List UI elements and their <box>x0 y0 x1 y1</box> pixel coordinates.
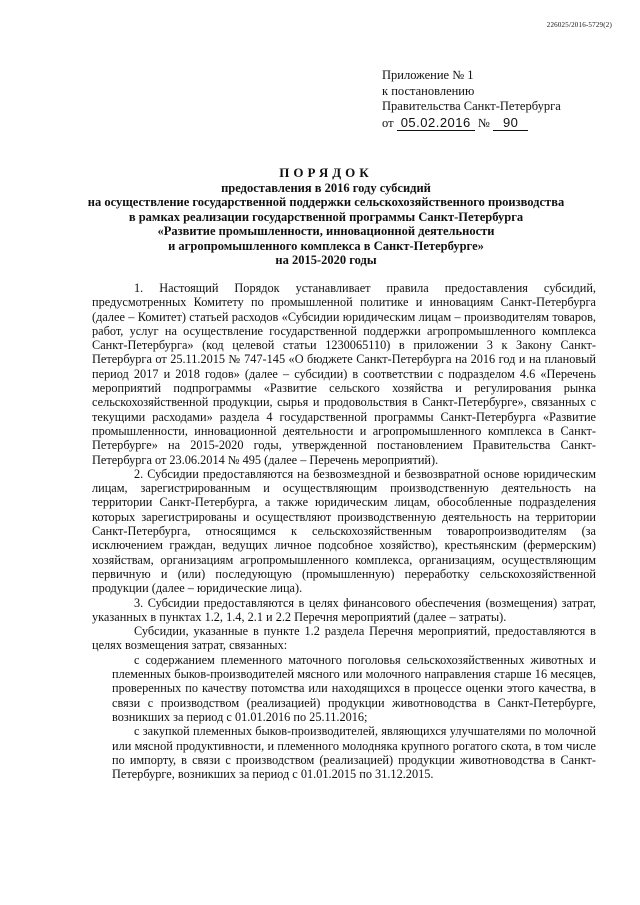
appendix-resolution-line: к постановлению <box>382 83 475 98</box>
title-main: ПОРЯДОК <box>279 165 373 180</box>
document-title <box>70 166 582 268</box>
title-line: и агропромышленного комплекса в Санкт-Петербурге» <box>168 238 484 253</box>
appendix-number-label: № <box>477 115 490 130</box>
paragraph-3: 3. Субсидии предоставляются в целях финансового обеспечения (возмещения) затрат, указанных в пунктах 1.2, 1.4, 2.1 и 2.2 Перечня мероприятий (далее – затраты). <box>92 595 596 624</box>
title-line: на осуществление государственной поддержки сельскохозяйственного производства <box>87 195 565 209</box>
paragraph-1: 1. Настоящий Порядок устанавливает правила предоставления субсидий, предусмотренных Комитету по промышленной политике и инновациям Санкт-Петербурга (далее – Комитет) статьей расходов «Субсидии юридическим лицам – производителям товаров, работ, услуг на осуществление государственной поддержки агропромышленного комплекса Санкт-Петербурга» (код целевой статьи 1230065110) в приложении 3 к Закону Санкт-Петербурга от 25.11.2015 № 747-145 «О бюджете Санкт-Петербурга на 2016 год и на плановый период 2017 и 2018 годов» (далее – субсидии) в соответствии с подразделом 4.6 «Перечень мероприятий подпрограммы «Развитие сельского хозяйства и регулирования рынка сельскохозяйственной продукции, сырья и продовольствия в Санкт-Петербурге», связанных с текущими расходами» раздела 4 государственной программы Санкт-Петербурга «Развитие промышленности, инновационной деятельности и агропромышленного комплекса в Санкт-Петербурге» на 2015-2020 годы, утвержденной постановлением Правительства Санкт-Петербурга от 23.06.2014 № 495 (далее – Перечень мероприятий). <box>92 281 596 467</box>
document-body <box>92 281 596 781</box>
appendix-date-number-line <box>382 115 561 132</box>
document-registration-number: 226025/2016-5729(2) <box>546 21 612 29</box>
appendix-from-label: от <box>382 115 394 130</box>
appendix-number: 90 <box>493 115 528 131</box>
paragraph-2: 2. Субсидии предоставляются на безвозмездной и безвозвратной основе юридическим лицам, зарегистрированным и осуществляющим производственную деятельность на территории Санкт-Петербурга, а также юридическим лицам, обособленные подразделения которых зарегистрированы и осуществляют производственную деятельность на территории Санкт-Петербурга, относящимся к сельскохозяйственным товаропроизводителям (за исключением граждан, ведущих личное подсобное хозяйство), крестьянским (фермерским) хозяйствам, организациям агропромышленного комплекса, организациям, осуществляющим первичную и (или) последующую (промышленную) переработку сельскохозяйственной продукции (далее – юридические лица). <box>92 466 596 596</box>
title-line: «Развитие промышленности, инновационной деятельности <box>157 224 495 238</box>
subparagraph-2: с закупкой племенных быков-производителей, являющихся улучшателями по молочной или мясной продуктивности, и племенного молодняка крупного рогатого скота, в том числе по импорту, в связи с производством (реализацией) продукции животноводства в Санкт-Петербурге, возникших за период с 01.01.2015 по 31.12.2015. <box>112 724 596 782</box>
title-line: на 2015-2020 годы <box>275 253 377 267</box>
title-line: в рамках реализации государственной программы Санкт-Петербурга <box>128 209 524 224</box>
subparagraph-1: с содержанием племенного маточного поголовья сельскохозяйственных животных и племенных быков-производителей мясного или молочного направления старше 16 месяцев, проверенных по качеству потомства или находящихся в процессе оценки этого качества, в связи с производством (реализацией) продукции животноводства в Санкт-Петербурге, возникших за период с 01.01.2016 по 25.11.2016; <box>112 652 596 724</box>
title-line: предоставления в 2016 году субсидий <box>221 180 431 195</box>
appendix-government-line: Правительства Санкт-Петербурга <box>382 99 561 113</box>
appendix-block <box>382 68 561 131</box>
appendix-title: Приложение № 1 <box>382 68 474 82</box>
appendix-date: 05.02.2016 <box>397 115 475 131</box>
paragraph-4: Субсидии, указанные в пункте 1.2 раздела Перечня мероприятий, предоставляются в целях возмещения затрат, связанных: <box>92 624 596 653</box>
